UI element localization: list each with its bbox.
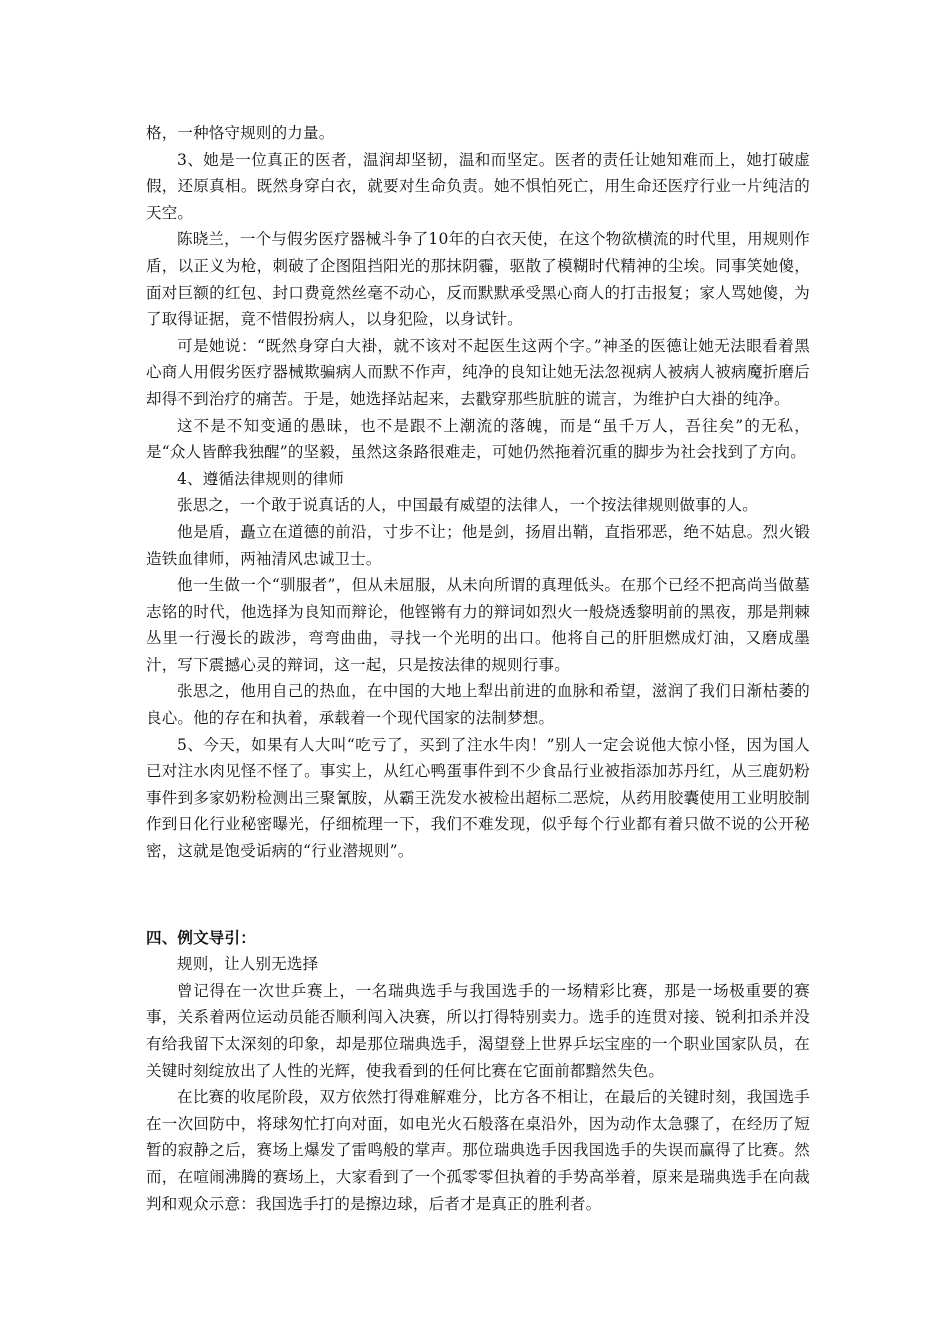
paragraph-doctor-intro: 3、她是一位真正的医者，温润却坚韧，温和而坚定。医者的责任让她知难而上，她打破虚假，还原真相。既然身穿白衣，就要对生命负责。她不惧怕死亡，用生命还医疗行业一片纯洁的天空。 xyxy=(146,150,810,222)
paragraph-lawyer-heading: 4、遵循法律规则的律师 xyxy=(177,469,345,488)
document-page xyxy=(146,120,810,1217)
paragraph-continuation: 格，一种恪守规则的力量。 xyxy=(146,124,335,142)
paragraph-zhang-sizhi-intro: 张思之，一个敢于说真话的人，中国最有威望的法律人，一个按法律规则做事的人。 xyxy=(177,496,758,515)
section-heading: 四、例文导引： xyxy=(146,928,256,947)
paragraph-tamer: 他一生做一个“驯服者”，但从未屈服，从未向所谓的真理低头。在那个已经不把高尚当做墓志铭的时代，他选择为良知而辩论，他铿锵有力的辩词如烈火一般烧透黎明前的黑夜，那是荆棘丛里一行漫长的跋涉，弯弯曲曲，寻找一个光明的出口。他将自己的肝胆燃成灯油，又磨成墨汁，写下震撼心灵的辩词，这一起，只是按法律的规则行事。 xyxy=(146,576,810,674)
paragraph-table-tennis-match: 曾记得在一次世乒赛上，一名瑞典选手与我国选手的一场精彩比赛，那是一场极重要的赛事，关系着两位运动员能否顺利闯入决赛，所以打得特别卖力。选手的连贯对接、锐利扣杀并没有给我留下太深刻的印象，却是那位瑞典选手，渴望登上世界乒坛宝座的一个职业国家队员，在关键时刻绽放出了人性的光辉，使我看到的任何比赛在它面前都黯然失色。 xyxy=(146,981,810,1080)
paragraph-match-ending: 在比赛的收尾阶段，双方依然打得难解难分，比方各不相让，在最后的关键时刻，我国选手在一次回防中，将球匆忙打向对面，如电光火石般落在桌沿外，因为动作太急骤了，在经历了短暂的寂静之后，赛场上爆发了雷鸣般的掌声。那位瑞典选手因我国选手的失误而赢得了比赛。然而，在喧闹沸腾的赛场上，大家看到了一个孤零零但执着的手势高举着，原来是瑞典选手在向裁判和观众示意：我国选手打的是擦边球，后者才是真正的胜利者。 xyxy=(146,1088,810,1213)
essay-title: 规则，让人别无选择 xyxy=(177,955,319,974)
section-spacer xyxy=(146,865,810,925)
paragraph-chen-xiaolan: 陈晓兰，一个与假劣医疗器械斗争了10年的白衣天使，在这个物欲横流的时代里，用规则作盾，以正义为枪，刺破了企图阻挡阳光的那抹阴霾，驱散了模糊时代精神的尘埃。同事笑她傻，面对巨额的红包、封口费竟然丝毫不动心，反而默默承受黑心商人的打击报复；家人骂她傻，为了取得证据，竟不惜假扮病人，以身犯险，以身试针。 xyxy=(146,230,810,329)
paragraph-shield-sword: 他是盾，矗立在道德的前沿，寸步不让；他是剑，扬眉出鞘，直指邪恶，绝不姑息。烈火锻造铁血律师，两袖清风忠诚卫士。 xyxy=(146,522,810,568)
paragraph-industry-rules: 5、今天，如果有人大叫“吃亏了，买到了注水牛肉！”别人一定会说他大惊小怪，因为国人已对注水肉见怪不怪了。事实上，从红心鸭蛋事件到不少食品行业被指添加苏丹红，从三鹿奶粉事件到多家奶粉检测出三聚氰胺，从霸王洗发水被检出超标二恶烷，从药用胶囊使用工业明胶制作到日化行业秘密曝光，仔细梳理一下，我们不难发现，似乎每个行业都有着只做不说的公开秘密，这就是饱受诟病的“行业潜规则”。 xyxy=(146,735,810,861)
paragraph-white-coat-quote: 可是她说：“既然身穿白大褂，就不该对不起医生这两个字。”神圣的医德让她无法眼看着黑心商人用假劣医疗器械欺骗病人而默不作声，纯净的良知让她无法忽视病人被病人被病魔折磨后却得不到治疗的痛苦。于是，她选择站起来，去戳穿那些肮脏的谎言，为维护白大褂的纯净。 xyxy=(146,336,810,408)
paragraph-hot-blood: 张思之，他用自己的热血，在中国的大地上犁出前进的血脉和希望，滋润了我们日渐枯萎的良心。他的存在和执着，承载着一个现代国家的法制梦想。 xyxy=(146,682,810,728)
paragraph-not-stubborn: 这不是不知变通的愚昧，也不是跟不上潮流的落魄，而是“虽千万人，吾往矣”的无私，是“众人皆醉我独醒”的坚毅，虽然这条路很难走，可她仍然拖着沉重的脚步为社会找到了方向。 xyxy=(146,416,810,462)
